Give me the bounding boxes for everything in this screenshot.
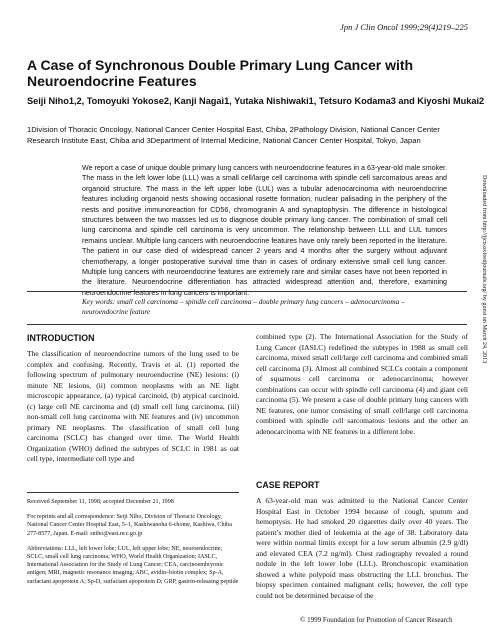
divider: [27, 324, 467, 325]
intro-heading: INTRODUCTION: [27, 333, 95, 343]
reprint-info: For reprints and all correspondence: Seiji Niho, Division of Thoracic Oncology, National Cancer Center Hospital East, 5–1, Kashiwanoha 6-chome, Kashiwa, Chiba 277-8577, Japan. E-mail: sniho@east.ncc.go.jp: [27, 514, 232, 537]
right-paragraph: combined type (2). The International Association for the Study of Lung Cancer (IASLC) redefined the subtypes in 1988 as small cell carcinoma, mixed small cell/large cell carcinoma and combined small cell carcinoma (3). Almost all combined SCLCs contain a component of squamous cell carcinoma or adenocarcinoma; however combinations can occur with spindle cell carcinoma (4) and giant cell carcinoma (5). We present a case of double primary lung cancers with NE features, one tumor consisting of small cell/large cell carcinoma combined with spindle cell sarcomatous lesions and the other an adenocarcinoma with NE features in a different lobe.: [256, 332, 468, 436]
footnotes: [27, 498, 239, 624]
case-column: [256, 496, 468, 611]
received-dates: Received September 11, 1998; accepted December 21, 1998: [27, 499, 174, 505]
article-title: A Case of Synchronous Double Primary Lung Cancer with Neuroendocrine Features: [27, 57, 414, 89]
author-list: Seiji Niho1,2, Tomoyuki Yokose2, Kanji Nagai1, Yutaka Nishiwaki1, Tetsuro Kodama3 and Kiyoshi Mukai2: [27, 96, 485, 106]
abstract: We report a case of unique double primary lung cancers with neuroendocrine features in a 63-year-old male smoker. The mass in the left lower lobe (LLL) was a small cell/large cell carcinoma with spindle cell sarcomatous areas and organoid structure. The mass in the left upper lobe (LUL) was a tubular adenocarcinoma with neuroendocrine features including organoid nests showing occasional rosette formation, nuclear palisading in the periphery of the nests and positive immunoreaction for CD56, chromogranin A and synaptophysin. The difference in histological structures between the two masses led us to diagnose double primary lung cancer. The combination of small cell lung carcinoma and spindle cell carcinoma is very uncommon. The relationship between LLL and LUL tumors remains unclear. Multiple lung cancers with neuroendocrine features have only rarely been reported in the literature. The patient in our case died of widespread cancer 2 years and 4 months after the surgery without adjuvant chemotherapy, a longer postoperative survival time than in cases of ordinary extensive small cell lung cancer. Multiple lung cancers with neuroendocrine features are extremely rare and similar cases have not been reported in the literature. Neuroendocrine differentiation has attracted widespread attention and, therefore, examining neuroendocrine features in lung cancers is important.: [82, 164, 447, 297]
copyright: © 1999 Foundation for Promotion of Cancer Research: [300, 616, 453, 624]
journal-citation: Jpn J Clin Oncol 1999;29(4)219–225: [340, 22, 468, 32]
footnote-divider: [27, 492, 239, 493]
case-heading: CASE REPORT: [256, 480, 320, 490]
case-paragraph: A 63-year-old man was admitted to the National Cancer Center Hospital East in October 1994 because of cough, sputum and hemoptysis. He had smoked 20 cigarettes daily over 40 years. The patient’s mother died of leukemia at the age of 38. Laboratory data were within normal limits except for a low serum albumin (2.9 g/dl) and elevated CEA (7.2 ng/ml). Chest radiography revealed a round nodule in the left lower lobe (LLL). Bronchoscopic examination showed a white polypoid mass obstructing the LLL bronchus. The biopsy specimen contained malignant cells; however, the cell type could not be determined because of the: [256, 496, 468, 600]
right-column-top: [256, 332, 468, 469]
abbreviations: Abbreviations: LLL, left lower lobe; LUL, left upper lobe; NE, neuroendocrine; SCLC, small cell lung carcinoma; WHO, World Health Organization; IASLC, International Association for the Study of Lung Cancer; CEA, carcinoembryonic antigen; MRI, magnetic resonance imaging; ABC, avidin–biotin complex; Sp-A, surfactant apoprotein A; Sp-D, surfactant apoprotein D; GRP, gastrin-releasing peptide: [27, 545, 239, 585]
intro-column: [27, 349, 239, 484]
intro-paragraph: The classification of neuroendocrine tumors of the lung used to be complex and confusing. Recently, Travis et al. (1) reported the following spectrum of pulmonary neuroendocrine (NE) lesions: (i) minute NE lesions, (ii) common neoplasms with an NE light microscopic appearance, (a) typical carcinoid, (b) atypical carcinoid, (c) large cell NE carcinoma and (d) small cell lung carcinoma, (iii) non-small cell lung carcinoma with NE features and (iv) uncommon primary NE neoplasms. The classification of small cell lung carcinoma (SCLC) has changed over time. The World Health Organization (WHO) defined the subtypes of SCLC in 1981 as oat cell type, intermediate cell type and: [27, 349, 239, 463]
download-notice[interactable]: Downloaded from http://jjco.oxfordjournals.org/ by guest on March 24, 2013: [481, 175, 487, 364]
keywords: Key words: small cell carcinoma – spindle cell carcinoma – double primary lung cancers – adenocarcinoma – neuroendocrine feature: [82, 297, 405, 316]
divider: [27, 291, 467, 292]
affiliations: 1Division of Thoracic Oncology, National Cancer Center Hospital East, Chiba, 2Pathology Division, National Cancer Center Research Institute East, Chiba and 3Department of Internal Medicine, National Cancer Center Hospital, Tokyo, Japan: [27, 125, 440, 145]
